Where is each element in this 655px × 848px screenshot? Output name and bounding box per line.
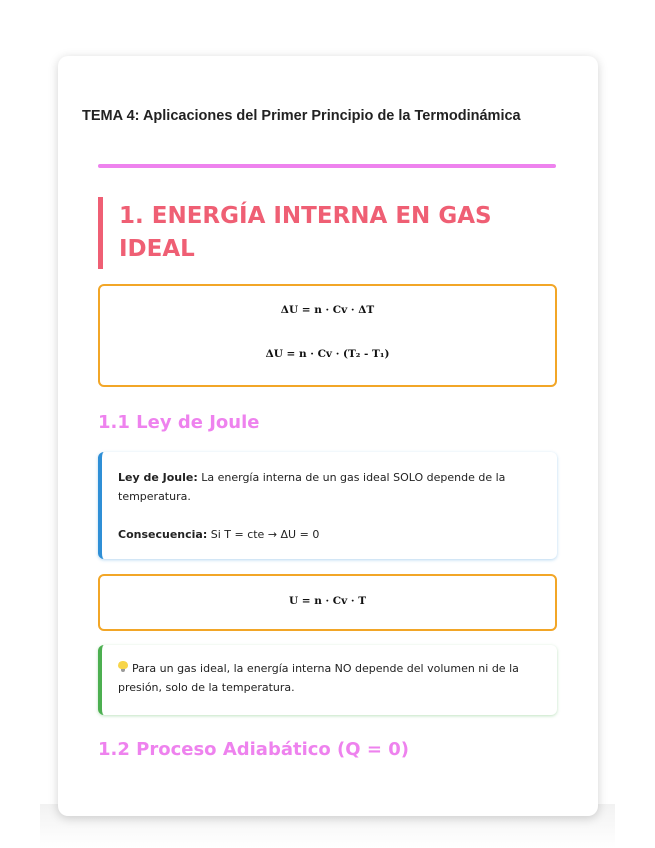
formula-box-internal-energy-total [98, 574, 557, 631]
lightbulb-icon [118, 661, 128, 673]
title-divider [98, 164, 556, 168]
subsection-heading-adiabatic: 1.2 Proceso Adiabático (Q = 0) [98, 739, 409, 760]
section-heading: 1. ENERGÍA INTERNA EN GAS IDEAL [119, 203, 492, 262]
info-paragraph-consequence [118, 525, 538, 544]
info-label-law: Ley de Joule: [118, 471, 198, 484]
formula-box-internal-energy [98, 284, 557, 387]
subsection-heading-ley-de-joule: 1.1 Ley de Joule [98, 412, 260, 433]
formula-delta-u-temperatures: ΔU = n · Cv · (T₂ - T₁) [265, 348, 390, 360]
section-heading-accent-bar [98, 197, 103, 269]
info-box-ley-de-joule [98, 452, 557, 559]
tip-text: Para un gas ideal, la energía interna NO depende del volumen ni de la presión, solo de la temperatura. [118, 662, 519, 694]
tip-box [98, 645, 557, 715]
info-paragraph-law [118, 468, 538, 506]
info-text-consequence: Si T = cte → ΔU = 0 [210, 528, 320, 541]
info-label-consequence: Consecuencia: [118, 528, 208, 541]
formula-u: U = n · Cv · T [288, 595, 367, 607]
info-text-law: La energía interna de un gas ideal SOLO depende de la temperatura. [118, 471, 506, 503]
tip-paragraph [118, 659, 543, 697]
formula-delta-u: ΔU = n · Cv · ΔT [280, 304, 375, 316]
document-title: TEMA 4: Aplicaciones del Primer Principio de la Termodinámica [82, 108, 521, 124]
